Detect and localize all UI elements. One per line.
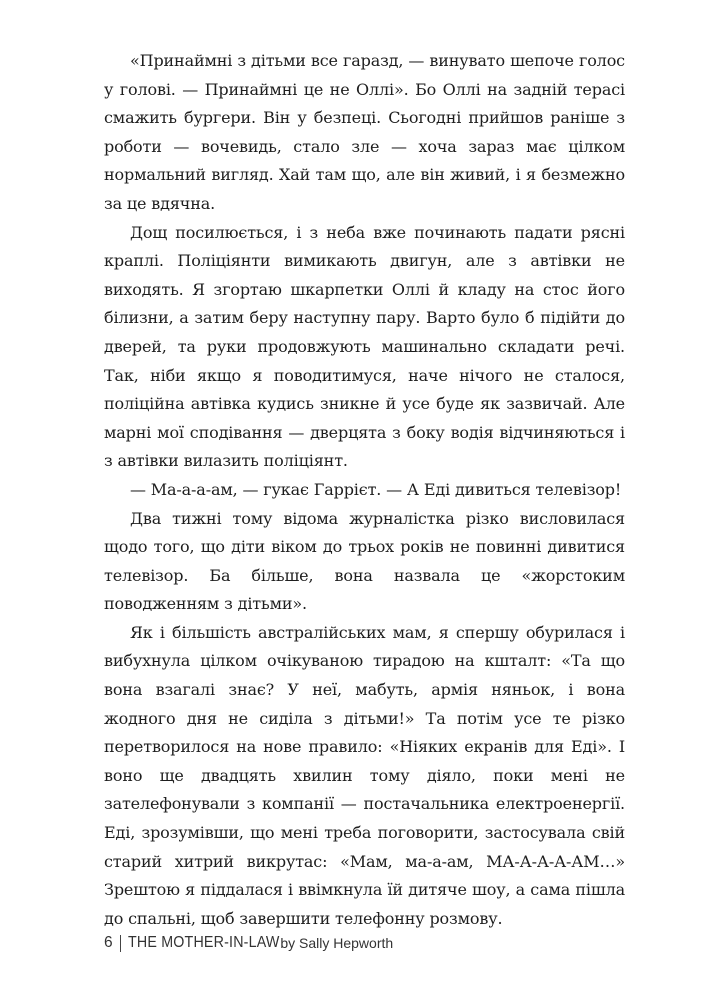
paragraph-2: Дощ посилюється, і з неба вже починають падати рясні краплі. Поліціянти вимикають двигун, але з автівки не виходять. Я згортаю шкарпетки Оллі й кладу на стос його білизни, а затим беру наступну пару. Варто було б підійти до дверей, та руки продовжують машинально складати речі. Так, ніби якщо я поводитимуся, наче нічого не сталося, поліційна автівка кудись зникне й усе буде як зазвичай. Але марні мої сподівання — дверцята з боку водія відчиняються і з автівки вилазить поліціянт.	[104, 222, 625, 471]
page-number: 6	[104, 934, 113, 951]
book-author: by Sally Hepworth	[280, 935, 394, 951]
body-text	[104, 47, 625, 933]
book-title: THE MOTHER-IN-LAW	[127, 934, 280, 951]
paragraph-3: — Ма-а-а-ам, — гукає Гаррієт. — А Еді дивиться телевізор!	[130, 479, 622, 499]
paragraph-1: «Принаймні з дітьми все гаразд, — винувато шепоче голос у голові. — Принаймні це не Оллі». Бо Оллі на задній терасі смажить бургери. Він у безпеці. Сьогодні прийшов раніше з роботи — вочевидь, стало зле — хоча зараз має цілком нормальний вигляд. Хай там що, але він живий, і я безмежно за це вдячна.	[104, 51, 625, 213]
paragraph-4: Два тижні тому відома журналістка різко висловилася щодо того, що діти віком до трьох років не повинні дивитися телевізор. Ба більше, вона назвала це «жорстоким поводженням з дітьми».	[104, 508, 625, 614]
page-footer	[104, 934, 393, 952]
footer-divider	[120, 935, 121, 952]
paragraph-5: Як і більшість австралійських мам, я спершу обурилася і вибухнула цілком очікуваною тирадою на кшталт: «Та що вона взагалі знає? У неї, мабуть, армія няньок, і вона жодного дня не сиділа з дітьми!» Та потім усе те різко перетворилося на нове правило: «Ніяких екранів для Еді». І воно ще двадцять хвилин тому діяло, поки мені не зателефонували з компанії — постачальника електроенергії. Еді, зрозумівши, що мені треба поговорити, застосувала свій старий хитрий викрутас: «Мам, ма-а-ам, МА-А-А-А-АМ…» Зрештою я піддалася і ввімкнула їй дитяче шоу, а сама пішла до спальні, щоб завершити телефонну розмову.	[104, 622, 625, 928]
